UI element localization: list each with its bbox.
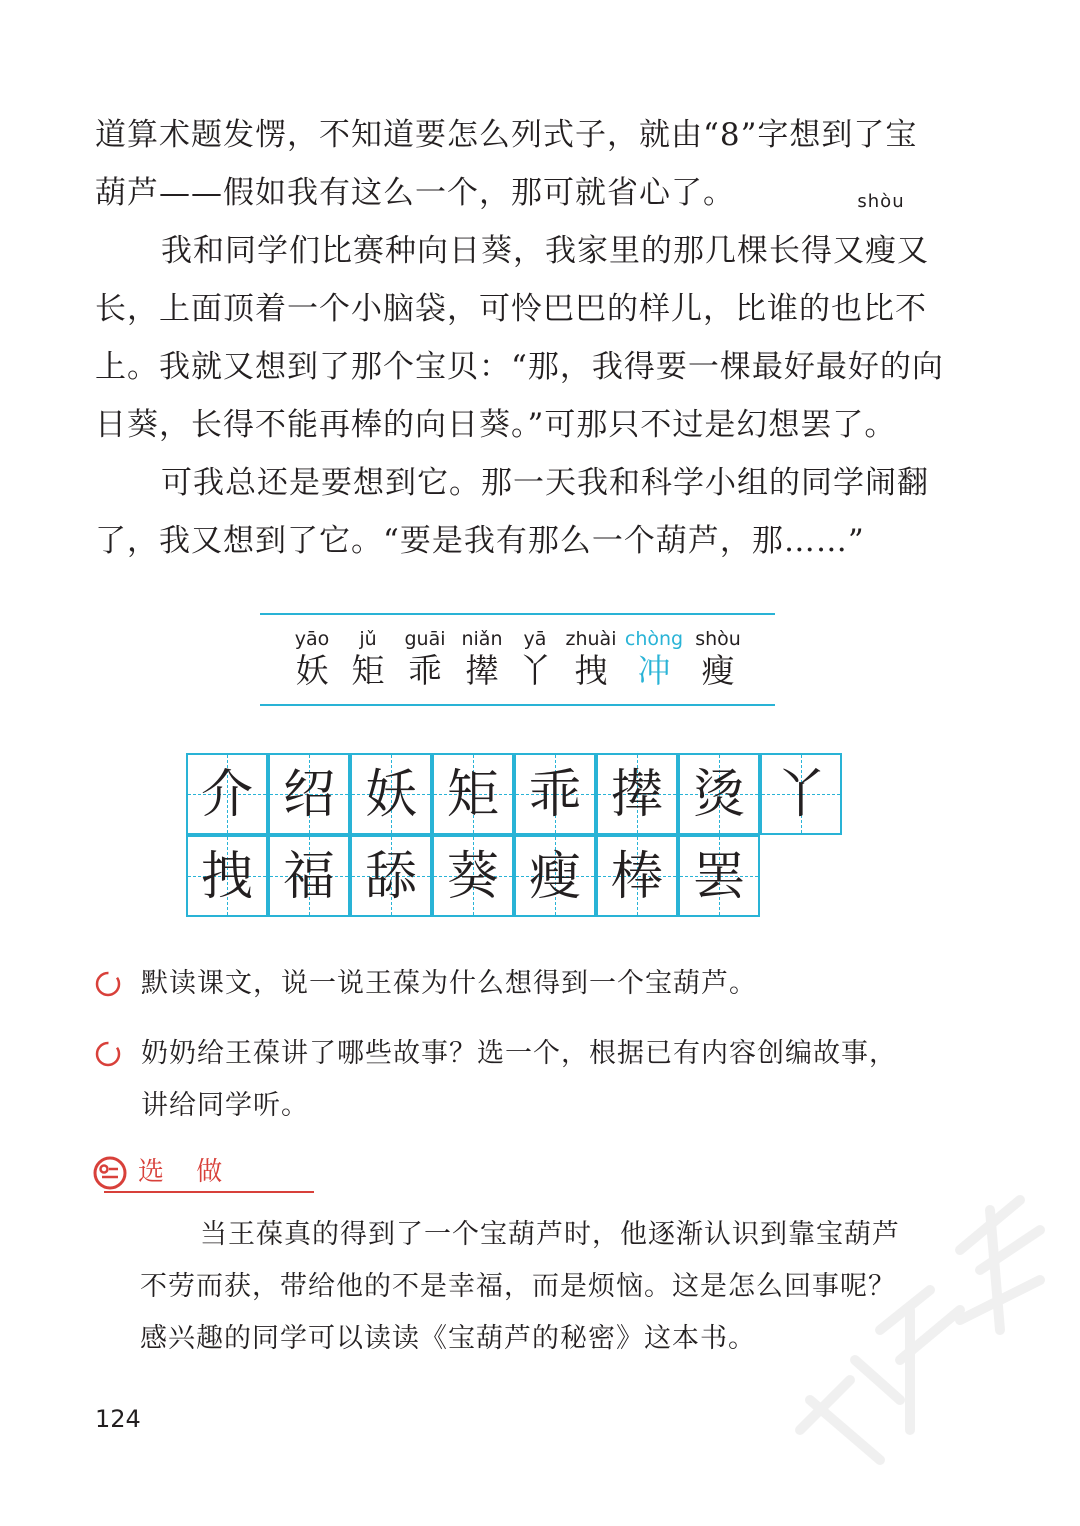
question-text: 讲给同学听。 [141,1090,309,1121]
grid-cell [432,835,514,917]
circle-bullet-icon [95,1041,121,1067]
question-text: 奶奶给王葆讲了哪些故事？选一个，根据已有内容创编故事， [141,1038,897,1069]
passage-line: 可我总还是要想到它。那一天我和科学小组的同学闹翻 [161,465,929,501]
grid-char: 妖 [364,765,417,825]
grid-char: 撵 [610,765,663,825]
vocabulary-strip [260,613,775,706]
page-number: 124 [95,1405,141,1433]
grid-cell [350,753,432,835]
grid-char: 福 [282,847,335,907]
optional-label: 选 做 [138,1157,235,1187]
vocab-char: 妖 [295,651,329,690]
passage-text: 我和同学们比赛种向日葵，我家里的那几棵长得又 [161,233,865,269]
ruby-pinyin: shòu [857,191,905,212]
optional-underline [104,1191,314,1193]
grid-char: 葵 [446,847,499,907]
grid-cell [514,835,596,917]
watermark-logo [760,1130,1060,1490]
vocab-pinyin: shòu [695,628,741,650]
passage-line: 上。我就又想到了那个宝贝：“那，我得要一棵最好最好的向 [95,349,944,385]
vocab-pinyin: zhuài [565,628,617,650]
vocab-char: 矩 [351,651,385,690]
grid-cell [596,753,678,835]
optional-section-header [92,1155,235,1193]
grid-char: 舔 [364,847,417,907]
grid-cell [596,835,678,917]
vocab-item [505,615,565,691]
vocab-pinyin: yāo [294,628,330,650]
passage-line: 葫芦——假如我有这么一个，那可就省心了。 [95,175,735,211]
grid-cell [678,835,760,917]
vocab-char: 冲 [637,651,671,690]
grid-cell [350,835,432,917]
vocab-pinyin: chòng [624,628,684,650]
passage-line: 长，上面顶着一个小脑袋，可怜巴巴的样儿，比谁的也比不 [95,291,927,327]
passage [95,106,944,570]
ruby-char: 瘦 [865,233,897,269]
grid-char: 矩 [446,765,499,825]
passage-line: 日葵，长得不能再棒的向日葵。”可那只不过是幻想罢了。 [95,407,897,443]
vocab-item [282,615,342,691]
vocab-pinyin: jǔ [359,628,377,650]
vocab-pinyin: yā [523,628,547,650]
circle-bullet-icon [95,971,121,997]
vocab-item [688,615,748,691]
grid-cell [186,835,268,917]
optional-line: 不劳而获，带给他的不是幸福，而是烦恼。这是怎么回事呢？ [140,1271,896,1302]
grid-cell [186,753,268,835]
grid-cell [268,753,350,835]
vocab-item [338,615,398,691]
vocab-char: 瘦 [701,651,735,690]
grid-char: 介 [200,765,253,825]
passage-text: 又 [897,233,929,269]
grid-cell [432,753,514,835]
grid-cell [268,835,350,917]
grid-char: 乖 [528,765,581,825]
optional-line: 当王葆真的得到了一个宝葫芦时，他逐渐认识到靠宝葫芦 [200,1219,900,1250]
vocab-char: 丫 [518,651,552,690]
grid-char: 绍 [282,765,335,825]
optional-task-icon [92,1155,128,1191]
grid-char: 烫 [692,765,745,825]
grid-char: 罢 [692,847,745,907]
optional-line: 感兴趣的同学可以读读《宝葫芦的秘密》这本书。 [140,1323,756,1354]
vocab-item [452,615,512,691]
grid-char: 丫 [774,765,827,825]
grid-char: 棒 [610,847,663,907]
vocab-item-highlight [624,615,684,691]
vocab-item [395,615,455,691]
vocab-char: 乖 [408,651,442,690]
vocab-pinyin: guāi [404,628,446,650]
question-text: 默读课文，说一说王葆为什么想得到一个宝葫芦。 [141,968,757,999]
vocab-char: 拽 [574,651,608,690]
grid-cell [760,753,842,835]
vocab-item [561,615,621,691]
passage-line: 道算术题发愣，不知道要怎么列式子，就由“8”字想到了宝 [95,117,918,153]
grid-cell [514,753,596,835]
vocab-pinyin: niǎn [461,628,503,650]
passage-line: 了，我又想到了它。“要是我有那么一个葫芦，那……” [95,523,865,559]
grid-char: 瘦 [528,847,581,907]
grid-cell [678,753,760,835]
grid-char: 拽 [200,847,253,907]
ruby-word [857,191,905,280]
vocab-char: 撵 [465,651,499,690]
